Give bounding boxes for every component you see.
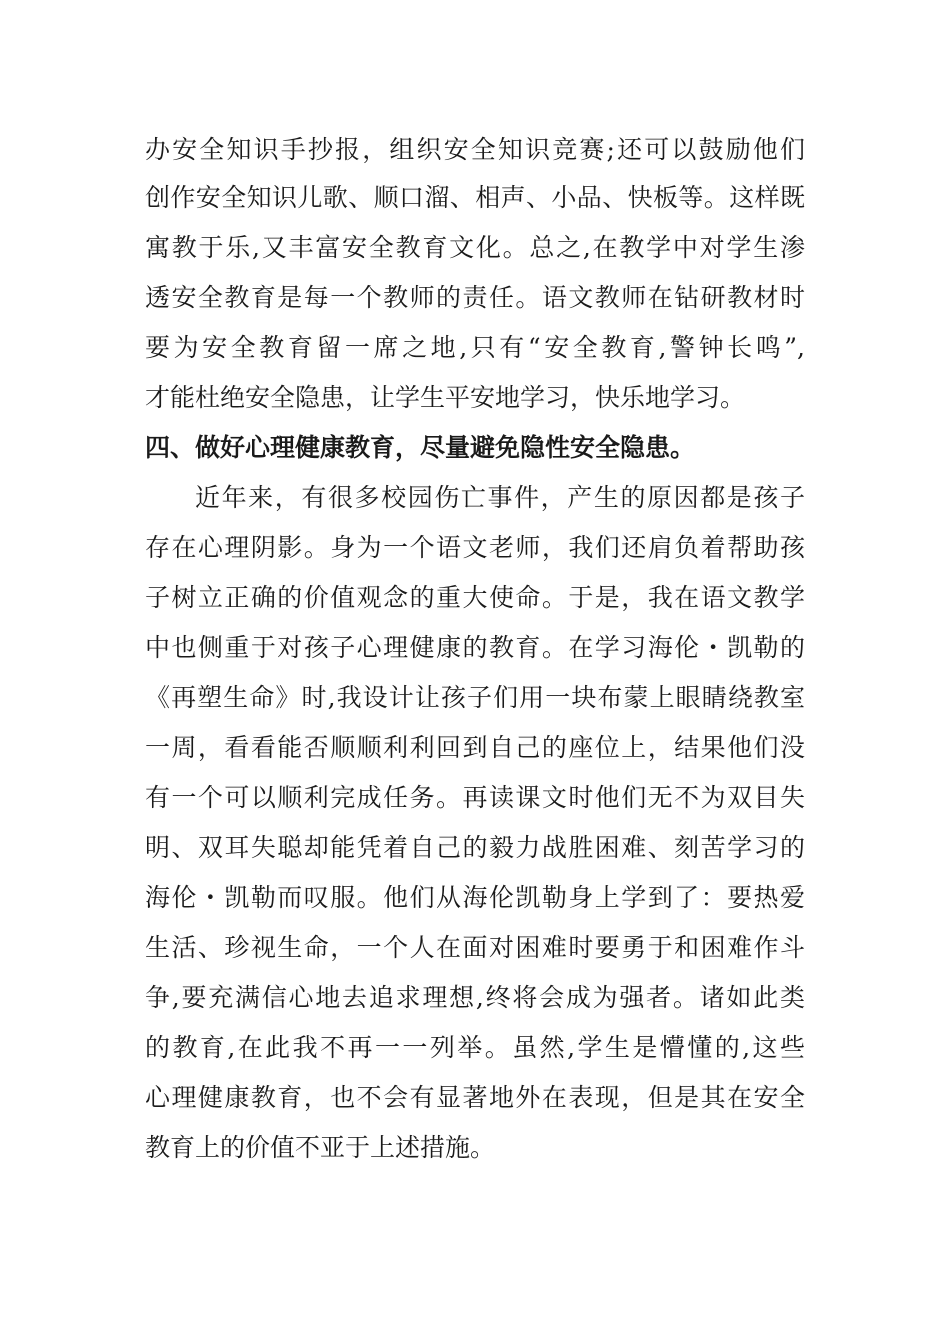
paragraph-line: 一周，看看能否顺顺利利回到自己的座位上，结果他们没 — [145, 733, 805, 762]
paragraph-line: 心理健康教育，也不会有显著地外在表现，但是其在安全 — [145, 1083, 805, 1112]
paragraph-line: 中也侧重于对孩子心理健康的教育。在学习海伦・凯勒的 — [145, 633, 805, 662]
paragraph-line: 《再塑生命》时,我设计让孩子们用一块布蒙上眼睛绕教室 — [145, 683, 805, 712]
paragraph-line: 寓教于乐,又丰富安全教育文化。总之,在教学中对学生渗 — [145, 233, 805, 262]
paragraph-line: 存在心理阴影。身为一个语文老师，我们还肩负着帮助孩 — [145, 533, 805, 562]
paragraph-line: 近年来，有很多校园伤亡事件，产生的原因都是孩子 — [195, 483, 805, 512]
paragraph-line: 明、双耳失聪却能凭着自己的毅力战胜困难、刻苦学习的 — [145, 833, 805, 862]
paragraph-line: 海伦・凯勒而叹服。他们从海伦凯勒身上学到了：要热爱 — [145, 883, 805, 912]
paragraph-line: 透安全教育是每一个教师的责任。语文教师在钻研教材时 — [145, 283, 805, 312]
paragraph-line: 的教育,在此我不再一一列举。虽然,学生是懵懂的,这些 — [145, 1033, 805, 1062]
paragraph-line: 子树立正确的价值观念的重大使命。于是，我在语文教学 — [145, 583, 805, 612]
paragraph-line: 有一个可以顺利完成任务。再读课文时他们无不为双目失 — [145, 783, 805, 812]
section-heading: 四、做好心理健康教育，尽量避免隐性安全隐患。 — [145, 433, 696, 462]
paragraph-line: 办安全知识手抄报，组织安全知识竞赛;还可以鼓励他们 — [145, 135, 805, 164]
paragraph-line: 争,要充满信心地去追求理想,终将会成为强者。诸如此类 — [145, 983, 805, 1012]
paragraph-line: 创作安全知识儿歌、顺口溜、相声、小品、快板等。这样既 — [145, 183, 805, 212]
paragraph-line: 才能杜绝安全隐患，让学生平安地学习，快乐地学习。 — [145, 383, 746, 412]
paragraph-line: 教育上的价值不亚于上述措施。 — [145, 1133, 496, 1162]
paragraph-line: 要为安全教育留一席之地,只有“安全教育,警钟长鸣”, — [145, 333, 805, 362]
paragraph-line: 生活、珍视生命，一个人在面对困难时要勇于和困难作斗 — [145, 933, 805, 962]
